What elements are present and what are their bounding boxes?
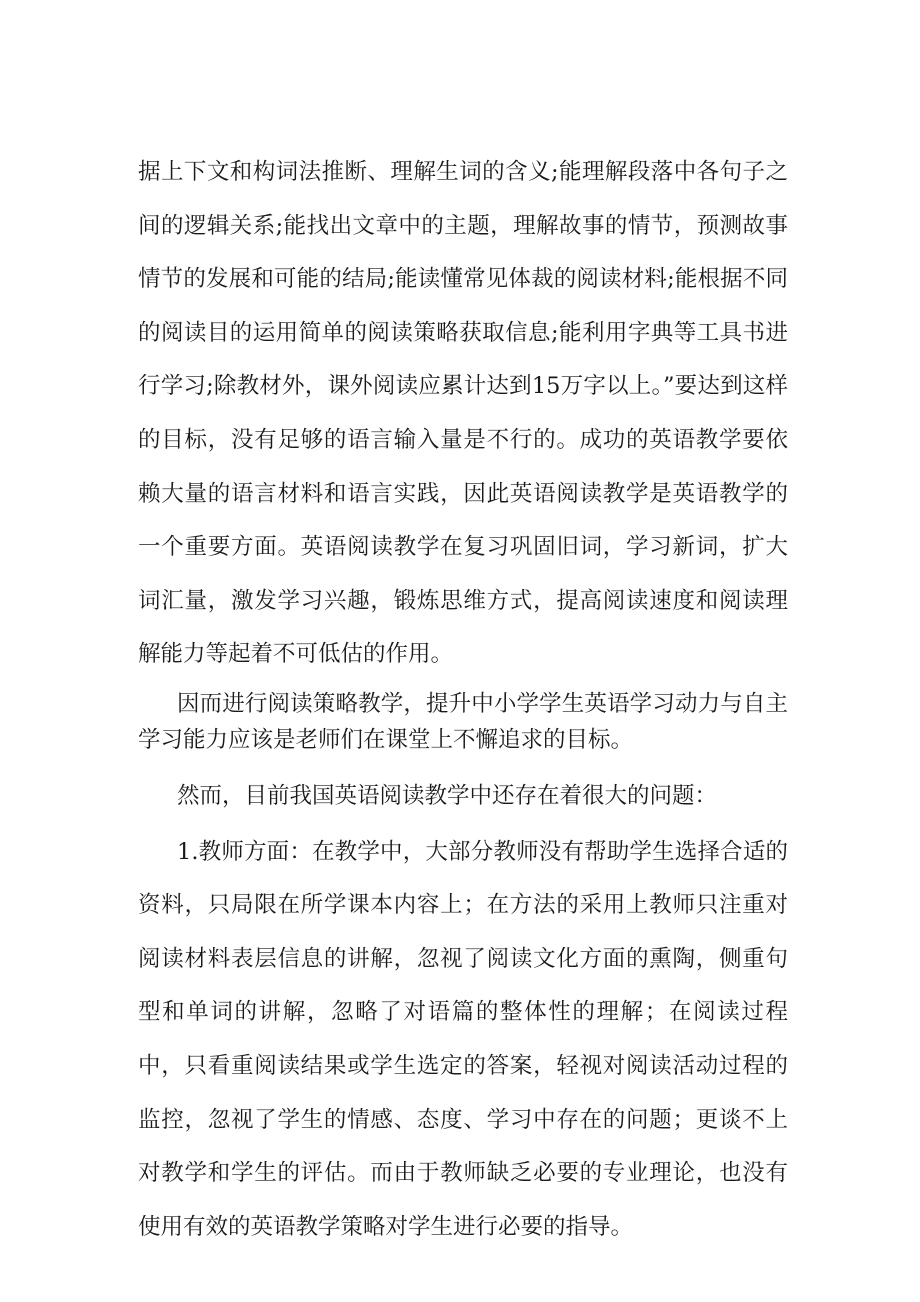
paragraph-strategy-teaching: 因而进行阅读策略教学，提升中小学学生英语学习动力与自主学习能力应该是老师们在课堂上不懈追求的目标。 — [138, 690, 788, 753]
document-body — [138, 146, 788, 1254]
paragraph-teacher-issues: 1.教师方面：在教学中，大部分教师没有帮助学生选择合适的资料，只局限在所学课本内容上；在方法的采用上教师只注重对阅读材料表层信息的讲解，忽视了阅读文化方面的熏陶，侧重句型和单词的讲解，忽略了对语篇的整体性的理解；在阅读过程中，只看重阅读结果或学生选定的答案，轻视对阅读活动过程的监控，忽视了学生的情感、态度、学习中存在的问题；更谈不上对教学和学生的评估。而由于教师缺乏必要的专业理论，也没有使用有效的英语教学策略对学生进行必要的指导。 — [138, 838, 788, 1240]
paragraph-problems-intro: 然而，目前我国英语阅读教学中还存在着很大的问题： — [177, 782, 718, 809]
paragraph-reading-goals: 据上下文和构词法推断、理解生词的含义;能理解段落中各句子之间的逻辑关系;能找出文章中的主题，理解故事的情节，预测故事情节的发展和可能的结局;能读懂常见体裁的阅读材料;能根据不同的阅读目的运用简单的阅读策略获取信息;能利用字典等工具书进行学习;除教材外，课外阅读应累计达到15万字以上。”要达到这样的目标，没有足够的语言输入量是不行的。成功的英语教学要依赖大量的语言材料和语言实践，因此英语阅读教学是英语教学的一个重要方面。英语阅读教学在复习巩固旧词，学习新词，扩大词汇量，激发学习兴趣，锻炼思维方式，提高阅读速度和阅读理解能力等起着不可低估的作用。 — [138, 159, 788, 668]
